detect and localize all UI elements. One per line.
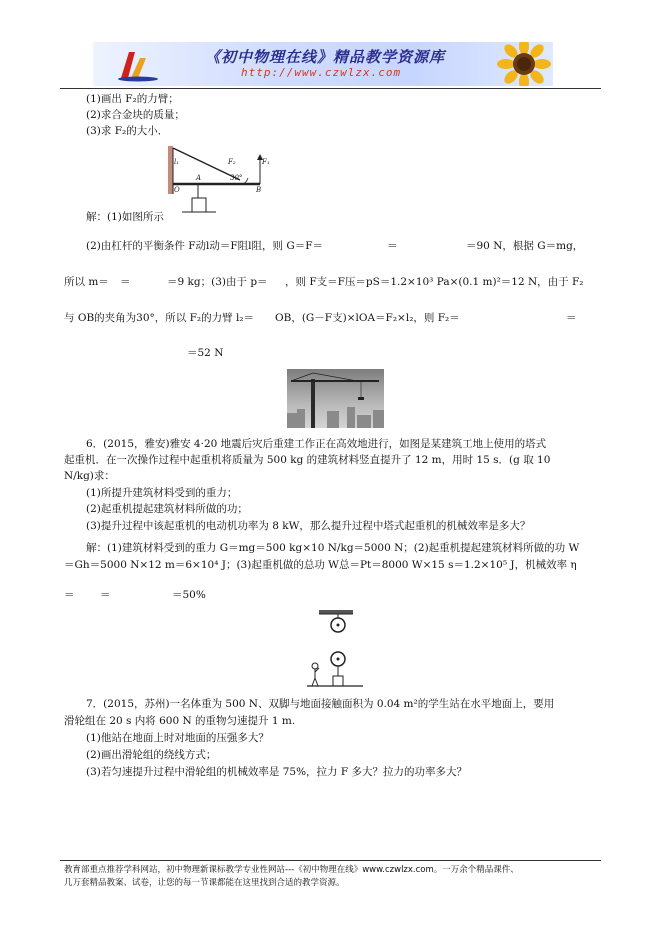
p5-solution-5: ＝52 N — [187, 347, 224, 359]
lever-diagram — [160, 140, 280, 222]
p7-question-2: (2)画出滑轮组的绕线方式； — [86, 749, 217, 761]
p5-question-3: (3)求 F₂的大小． — [86, 125, 169, 137]
footer-divider — [60, 860, 601, 861]
p5-solution-4eq: ＝ — [566, 312, 577, 324]
header-banner — [93, 42, 553, 86]
p5-solution-2a: (2)由杠杆的平衡条件 F动l动＝F阻l阻，则 G＝F＝ — [86, 240, 324, 252]
lever-diagram-labels — [174, 158, 270, 194]
footer-line-1: 教育部重点推荐学科网站，初中物理新课标教学专业性网站---《初中物理在线》www.czwlzx.com。一万余个精品课件、 — [64, 865, 519, 875]
p6-line-2: 起重机．在一次操作过程中起重机将质量为 500 kg 的建筑材料竖直提升了 12 m，用时 15 s．(g 取 10 — [64, 454, 551, 466]
header-url[interactable]: http://www.czwlzx.com — [241, 66, 402, 79]
tower-crane-photo — [287, 369, 384, 428]
p6-solution-3c: ＝50% — [172, 589, 206, 601]
p6-solution-3b: ＝ — [100, 589, 111, 601]
label-a: A — [196, 174, 202, 182]
site-logo-icon — [115, 46, 161, 82]
p6-line-3: N/kg)求： — [64, 470, 115, 482]
p7-line-1: 7．(2015，苏州)一名体重为 500 N、双脚与地面接触面积为 0.04 m²的学生站在水平地面上，要用 — [86, 698, 555, 710]
label-f2: F₂ — [228, 158, 236, 166]
label-angle: 30° — [230, 174, 243, 182]
p5-question-2: (2)求合金块的质量； — [86, 109, 185, 121]
p5-solution-3a: 所以 m＝ — [64, 276, 109, 288]
p6-solution-3a: ＝ — [64, 589, 75, 601]
pulley-diagram — [305, 608, 367, 692]
p7-question-3: (3)若匀速提升过程中滑轮组的机械效率是 75%，拉力 F 多大？拉力的功率多大？ — [86, 766, 468, 778]
label-b: B — [256, 186, 262, 194]
p6-question-1: (1)所提升建筑材料受到的重力； — [86, 487, 238, 499]
label-l1: l₁ — [174, 158, 180, 166]
p6-solution-1: 解：(1)建筑材料受到的重力 G＝mg＝500 kg×10 N/kg＝5000 N；(2)起重机提起建筑材料所做的功 W — [86, 542, 580, 554]
sunflower-icon — [493, 42, 553, 86]
p5-solution-3c: ，则 F支＝F压＝pS＝1.2×10³ Pa×(0.1 m)²＝12 N，由于 F₂ — [285, 276, 584, 288]
p6-solution-2: ＝Gh＝5000 N×12 m＝6×10⁴ J；(3)起重机做的总功 W总＝Pt＝8000 W×15 s＝1.2×10⁵ J，机械效率 η — [64, 559, 577, 571]
p5-question-1: (1)画出 F₂的力臂； — [86, 93, 179, 105]
p7-line-2: 滑轮组在 20 s 内将 600 N 的重物匀速提升 1 m. — [64, 715, 296, 727]
footer-line-2: 几万套精品教案、试卷，让您的每一节课都能在这里找到合适的教学资源。 — [64, 878, 345, 888]
p5-solution-3eq: ＝ — [120, 276, 131, 288]
p5-solution-3b: ＝9 kg；(3)由于 p＝ — [167, 276, 268, 288]
p5-solution-head: 解：(1)如图所示 — [86, 211, 164, 223]
header-divider — [60, 88, 601, 89]
label-f1: F₁ — [262, 158, 270, 166]
label-o: O — [174, 186, 180, 194]
p7-question-1: (1)他站在地面上时对地面的压强多大？ — [86, 732, 269, 744]
p5-solution-4b: OB，(G－F支)×lOA＝F₂×l₂，则 F₂＝ — [275, 312, 460, 324]
p5-solution-4a: 与 OB的夹角为30°，所以 F₂的力臂 l₂＝ — [64, 312, 255, 324]
p6-question-3: (3)提升过程中该起重机的电动机功率为 8 kW，那么提升过程中塔式起重机的机械效率是多大？ — [86, 520, 531, 532]
p6-question-2: (2)起重机提起建筑材料所做的功； — [86, 503, 248, 515]
p6-line-1: 6．(2015，雅安)雅安 4·20 地震后灾后重建工作正在高效地进行，如图是某建筑工地上使用的塔式 — [86, 438, 547, 450]
header-title: 《初中物理在线》精品教学资源库 — [205, 48, 446, 66]
p5-solution-2eq: ＝ — [387, 240, 398, 252]
p5-solution-2b: ＝90 N，根据 G＝mg， — [466, 240, 584, 252]
